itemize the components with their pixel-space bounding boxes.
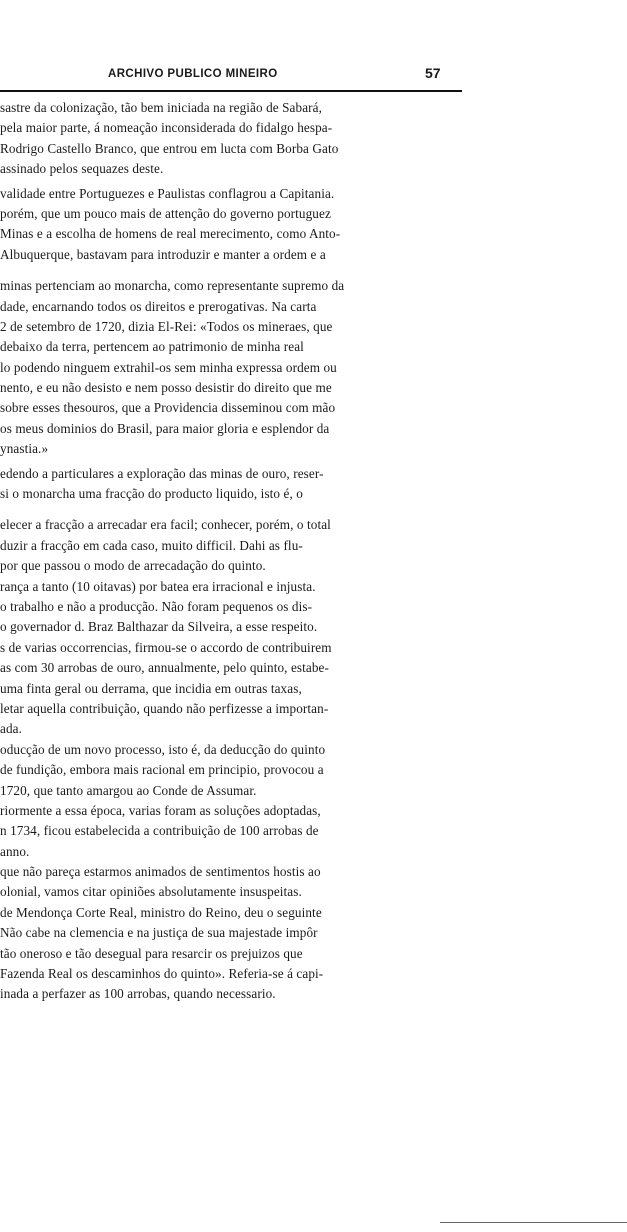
paragraph-5: [0, 515, 462, 739]
text-line: uma finta geral ou derrama, que incidia em outras taxas,: [0, 680, 302, 696]
bottom-rule: [440, 1222, 627, 1223]
text-line: o trabalho e não a producção. Não foram pequenos os dis-: [0, 598, 313, 614]
text-line: assinado pelos sequazes deste.: [0, 161, 164, 177]
text-line: pela maior parte, á nomeação inconsiderada do fidalgo hespa-: [0, 120, 333, 136]
text-line: rança a tanto (10 oitavas) por batea era irracional e injusta.: [0, 578, 316, 594]
text-line: que não pareça estarmos animados de sentimentos hostis ao: [0, 864, 321, 880]
text-line: olonial, vamos citar opiniões absolutamente insuspeitas.: [0, 884, 302, 900]
text-line: elecer a fracção a arrecadar era facil; conhecer, porém, o total: [0, 517, 331, 533]
text-line: Minas e a escolha de homens de real merecimento, como Anto-: [0, 226, 341, 242]
text-line: duzir a fracção em cada caso, muito difficil. Dahi as flu-: [0, 537, 303, 553]
text-line: ada.: [0, 721, 22, 737]
text-line: dade, encarnando todos os direitos e prerogativas. Na carta: [0, 298, 317, 314]
text-line: validade entre Portuguezes e Paulistas conflagrou a Capitania.: [0, 185, 335, 201]
text-line: Não cabe na clemencia e na justiça de sua majestade impôr: [0, 925, 318, 941]
text-line: lo podendo ninguem extrahil-os sem minha expressa ordem ou: [0, 359, 337, 375]
text-line: inada a perfazer as 100 arrobas, quando necessario.: [0, 986, 276, 1002]
text-line: de Mendonça Corte Real, ministro do Reino, deu o seguinte: [0, 904, 322, 920]
paragraph-6: [0, 740, 462, 862]
paragraph-2: [0, 184, 462, 266]
text-line: sobre esses thesouros, que a Providencia disseminou com mão: [0, 400, 336, 416]
text-line: si o monarcha uma fracção do producto liquido, isto é, o: [0, 486, 303, 502]
text-line: n 1734, ficou estabelecida a contribuição de 100 arrobas de: [0, 823, 319, 839]
paragraph-4: [0, 464, 462, 505]
paragraph-7: [0, 862, 462, 1005]
text-line: letar aquella contribuição, quando não perfizesse a importan-: [0, 700, 329, 716]
text-line: debaixo da terra, pertencem ao patrimonio de minha real: [0, 339, 304, 355]
text-line: oducção de um novo processo, isto é, da deducção do quinto: [0, 741, 326, 757]
text-line: as com 30 arrobas de ouro, annualmente, pelo quinto, estabe-: [0, 660, 329, 676]
header-title: ARCHIVO PUBLICO MINEIRO: [108, 68, 278, 80]
text-line: riormente a essa época, varias foram as soluções adoptadas,: [0, 802, 321, 818]
text-line: tão oneroso e tão desegual para resarcir os prejuizos que: [0, 945, 303, 961]
text-line: de fundição, embora mais racional em principio, provocou a: [0, 762, 324, 778]
page-number: 57: [425, 65, 441, 81]
text-line: nento, e eu não desisto e nem posso desistir do direito que me: [0, 380, 332, 396]
text-line: ynastia.»: [0, 441, 49, 457]
body-text: [0, 98, 462, 1005]
text-line: 2 de setembro de 1720, dizia El-Rei: «Todos os mineraes, que: [0, 318, 333, 334]
text-line: 1720, que tanto amargou ao Conde de Assumar.: [0, 782, 257, 798]
running-header: [0, 64, 462, 92]
text-line: Rodrigo Castello Branco, que entrou em lucta com Borba Gato: [0, 140, 339, 156]
text-line: os meus dominios do Brasil, para maior gloria e esplendor da: [0, 420, 330, 436]
text-line: minas pertenciam ao monarcha, como representante supremo da: [0, 278, 345, 294]
paragraph-3: [0, 276, 462, 460]
paragraph-1: [0, 98, 462, 180]
text-line: por que passou o modo de arrecadação do quinto.: [0, 558, 266, 574]
text-line: edendo a particulares a exploração das minas de ouro, reser-: [0, 465, 324, 481]
text-line: sastre da colonização, tão bem iniciada na região de Sabará,: [0, 100, 322, 115]
text-line: Albuquerque, bastavam para introduzir e manter a ordem e a: [0, 246, 326, 262]
text-line: anno.: [0, 843, 30, 859]
text-line: o governador d. Braz Balthazar da Silveira, a esse respeito.: [0, 619, 318, 635]
text-line: s de varias occorrencias, firmou-se o accordo de contribuirem: [0, 639, 332, 655]
text-line: porém, que um pouco mais de attenção do governo portuguez: [0, 205, 331, 221]
text-line: Fazenda Real os descaminhos do quinto». Referia-se á capi-: [0, 966, 324, 982]
